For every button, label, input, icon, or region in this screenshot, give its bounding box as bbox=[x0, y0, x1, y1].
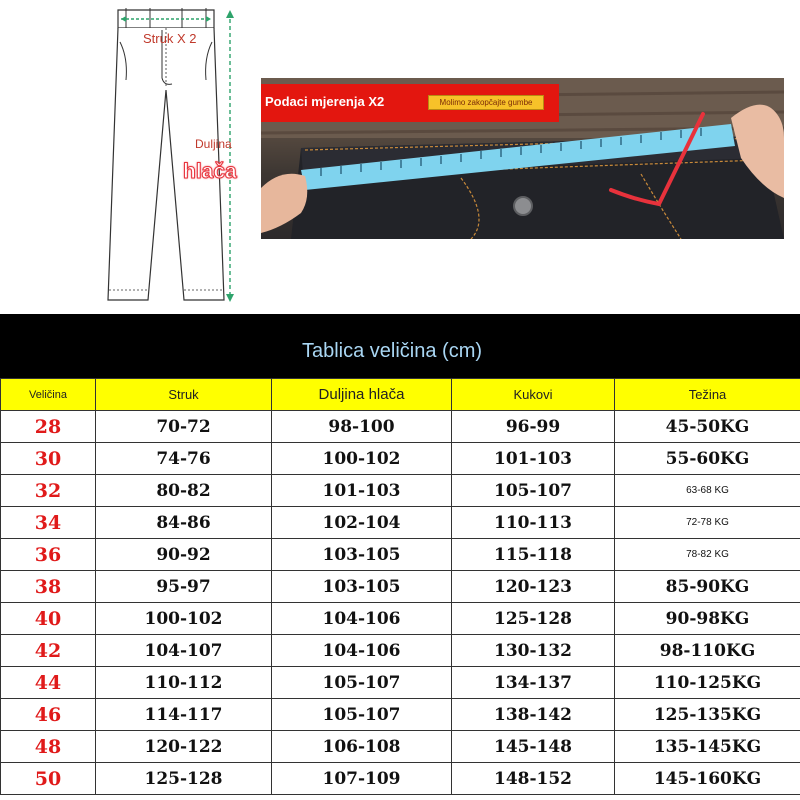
waist-cell: 100-102 bbox=[96, 603, 272, 635]
hips-cell: 134-137 bbox=[452, 667, 615, 699]
table-row bbox=[1, 411, 800, 443]
table-row bbox=[1, 475, 800, 507]
table-row bbox=[1, 667, 800, 699]
waist-cell: 104-107 bbox=[96, 635, 272, 667]
hips-cell: 115-118 bbox=[452, 539, 615, 571]
size-cell: 36 bbox=[1, 539, 96, 571]
length-cell: 101-103 bbox=[272, 475, 452, 507]
waist-cell: 125-128 bbox=[96, 763, 272, 795]
waist-cell: 120-122 bbox=[96, 731, 272, 763]
column-header-weight: Težina bbox=[615, 379, 800, 411]
column-header-waist: Struk bbox=[96, 379, 272, 411]
length-cell: 103-105 bbox=[272, 539, 452, 571]
waist-cell: 80-82 bbox=[96, 475, 272, 507]
weight-cell: 85-90KG bbox=[615, 571, 800, 603]
length-cell: 107-109 bbox=[272, 763, 452, 795]
size-cell: 44 bbox=[1, 667, 96, 699]
size-cell: 28 bbox=[1, 411, 96, 443]
waist-cell: 95-97 bbox=[96, 571, 272, 603]
weight-cell: 90-98KG bbox=[615, 603, 800, 635]
length-cell: 102-104 bbox=[272, 507, 452, 539]
hips-cell: 148-152 bbox=[452, 763, 615, 795]
column-header-hips: Kukovi bbox=[452, 379, 615, 411]
table-row bbox=[1, 603, 800, 635]
length-label-emphasis: hlača bbox=[183, 160, 237, 183]
pants-diagram bbox=[95, 0, 255, 310]
column-header-size: Veličina bbox=[1, 379, 96, 411]
weight-cell: 78-82 KG bbox=[615, 539, 800, 571]
table-row bbox=[1, 731, 800, 763]
table-row bbox=[1, 699, 800, 731]
table-row bbox=[1, 507, 800, 539]
column-header-length: Duljina hlača bbox=[272, 379, 452, 411]
size-cell: 38 bbox=[1, 571, 96, 603]
size-cell: 48 bbox=[1, 731, 96, 763]
weight-cell: 63-68 KG bbox=[615, 475, 800, 507]
weight-cell: 98-110KG bbox=[615, 635, 800, 667]
length-cell: 100-102 bbox=[272, 443, 452, 475]
hips-cell: 130-132 bbox=[452, 635, 615, 667]
length-cell: 98-100 bbox=[272, 411, 452, 443]
hips-cell: 125-128 bbox=[452, 603, 615, 635]
waist-cell: 110-112 bbox=[96, 667, 272, 699]
size-cell: 30 bbox=[1, 443, 96, 475]
waist-cell: 90-92 bbox=[96, 539, 272, 571]
hips-cell: 145-148 bbox=[452, 731, 615, 763]
table-row bbox=[1, 635, 800, 667]
hips-cell: 105-107 bbox=[452, 475, 615, 507]
weight-cell: 72-78 KG bbox=[615, 507, 800, 539]
weight-cell: 45-50KG bbox=[615, 411, 800, 443]
length-label: Duljina bbox=[195, 137, 232, 151]
weight-cell: 55-60KG bbox=[615, 443, 800, 475]
size-table-column-headers bbox=[1, 379, 800, 411]
hips-cell: 96-99 bbox=[452, 411, 615, 443]
hips-cell: 101-103 bbox=[452, 443, 615, 475]
size-cell: 34 bbox=[1, 507, 96, 539]
size-cell: 46 bbox=[1, 699, 96, 731]
length-cell: 105-107 bbox=[272, 699, 452, 731]
size-cell: 32 bbox=[1, 475, 96, 507]
weight-cell: 110-125KG bbox=[615, 667, 800, 699]
measurement-photo bbox=[261, 78, 784, 239]
hips-cell: 110-113 bbox=[452, 507, 615, 539]
waist-cell: 84-86 bbox=[96, 507, 272, 539]
photo-title: Podaci mjerenja X2 bbox=[265, 94, 385, 109]
waist-label: Struk X 2 bbox=[143, 31, 197, 46]
length-cell: 106-108 bbox=[272, 731, 452, 763]
size-cell: 42 bbox=[1, 635, 96, 667]
length-cell: 103-105 bbox=[272, 571, 452, 603]
table-row bbox=[1, 571, 800, 603]
table-row bbox=[1, 539, 800, 571]
table-row bbox=[1, 443, 800, 475]
weight-cell: 145-160KG bbox=[615, 763, 800, 795]
length-cell: 105-107 bbox=[272, 667, 452, 699]
weight-cell: 135-145KG bbox=[615, 731, 800, 763]
length-cell: 104-106 bbox=[272, 603, 452, 635]
hips-cell: 138-142 bbox=[452, 699, 615, 731]
size-table bbox=[0, 378, 800, 795]
waist-cell: 74-76 bbox=[96, 443, 272, 475]
size-cell: 50 bbox=[1, 763, 96, 795]
size-cell: 40 bbox=[1, 603, 96, 635]
length-cell: 104-106 bbox=[272, 635, 452, 667]
table-row bbox=[1, 763, 800, 795]
size-table-title: Tablica veličina (cm) bbox=[301, 340, 483, 362]
hips-cell: 120-123 bbox=[452, 571, 615, 603]
size-table-header bbox=[0, 314, 800, 378]
waist-cell: 114-117 bbox=[96, 699, 272, 731]
photo-note: Molimo zakopčajte gumbe bbox=[428, 95, 544, 110]
waist-cell: 70-72 bbox=[96, 411, 272, 443]
weight-cell: 125-135KG bbox=[615, 699, 800, 731]
